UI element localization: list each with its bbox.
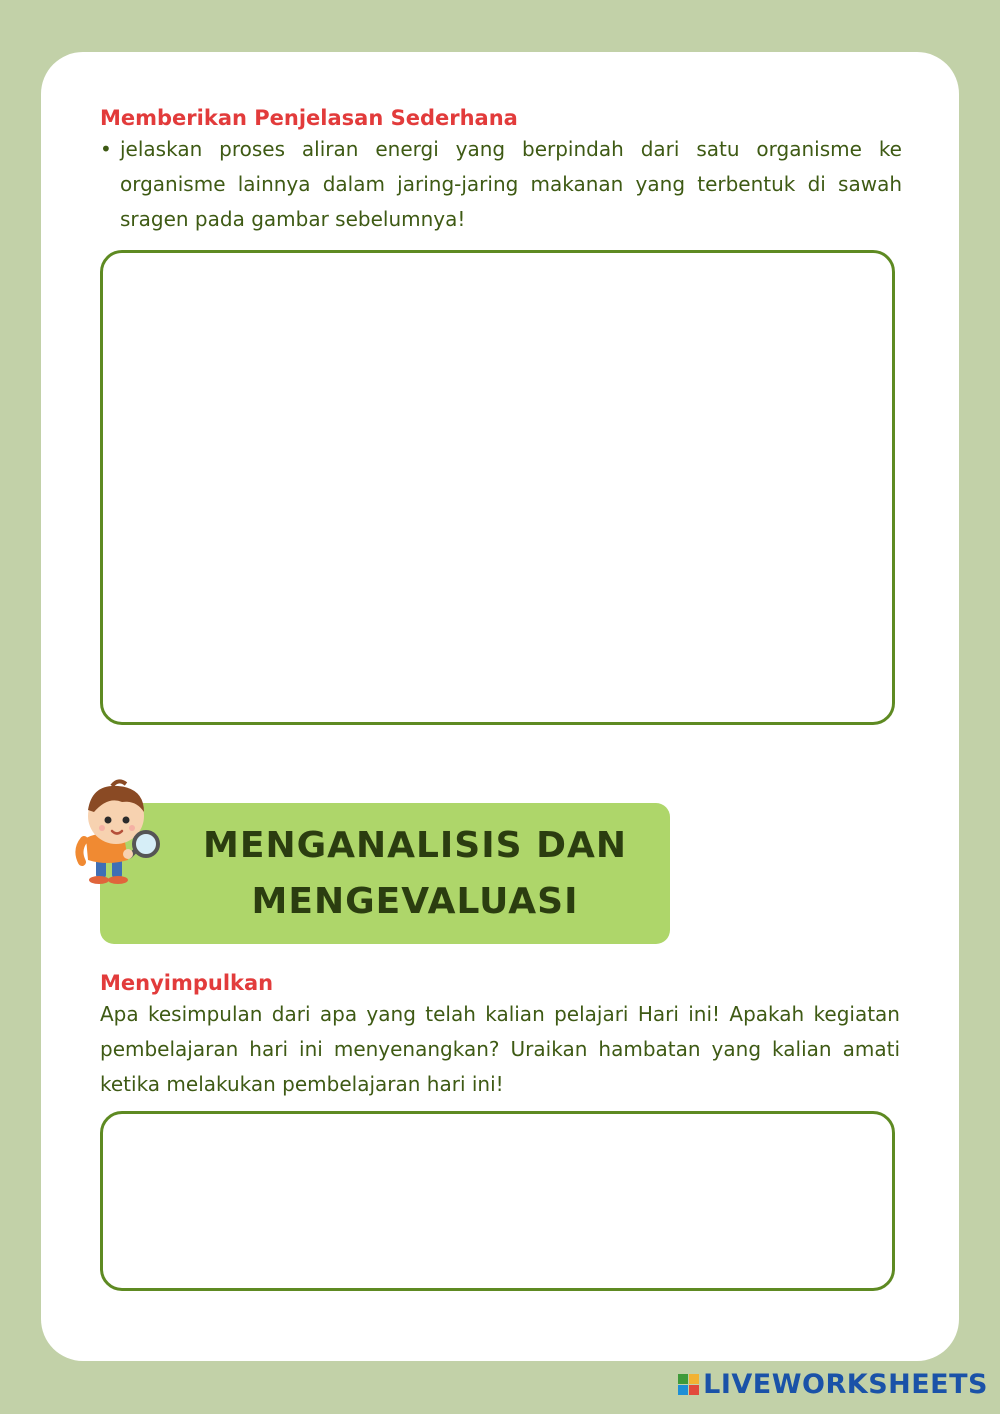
liveworksheets-logo-icon [678, 1374, 699, 1395]
logo-square-2 [689, 1374, 699, 1384]
question-text: jelaskan proses aliran energi yang berpindah dari satu organisme ke organisme lainnya dalam jaring-jaring makanan yang terbentuk di sawah sragen pada gambar sebelumnya! [120, 137, 902, 231]
banner-line-2: MENGEVALUASI [251, 880, 579, 922]
brand-name: LIVEWORKSHEETS [703, 1369, 988, 1400]
logo-square-3 [678, 1385, 688, 1395]
banner-line-1: MENGANALISIS DAN [203, 824, 627, 866]
logo-square-1 [678, 1374, 688, 1384]
section-title-explanation: Memberikan Penjelasan Sederhana [100, 106, 518, 130]
conclusion-question-text: Apa kesimpulan dari apa yang telah kalian pelajari Hari ini! Apakah kegiatan pembelajaran hari ini menyenangkan? Uraikan hambatan yang kalian amati ketika melakukan pembelajaran hari ini! [100, 1002, 900, 1096]
liveworksheets-brand [678, 1369, 988, 1400]
answer-box-conclusion[interactable] [100, 1111, 895, 1291]
answer-box-explanation[interactable] [100, 250, 895, 725]
logo-square-4 [689, 1385, 699, 1395]
question-bullet [100, 132, 902, 237]
kid-with-magnifier-icon [72, 778, 172, 888]
section-banner [100, 803, 670, 944]
section-title-conclusion: Menyimpulkan [100, 971, 274, 995]
bullet-dot: • [100, 137, 112, 161]
